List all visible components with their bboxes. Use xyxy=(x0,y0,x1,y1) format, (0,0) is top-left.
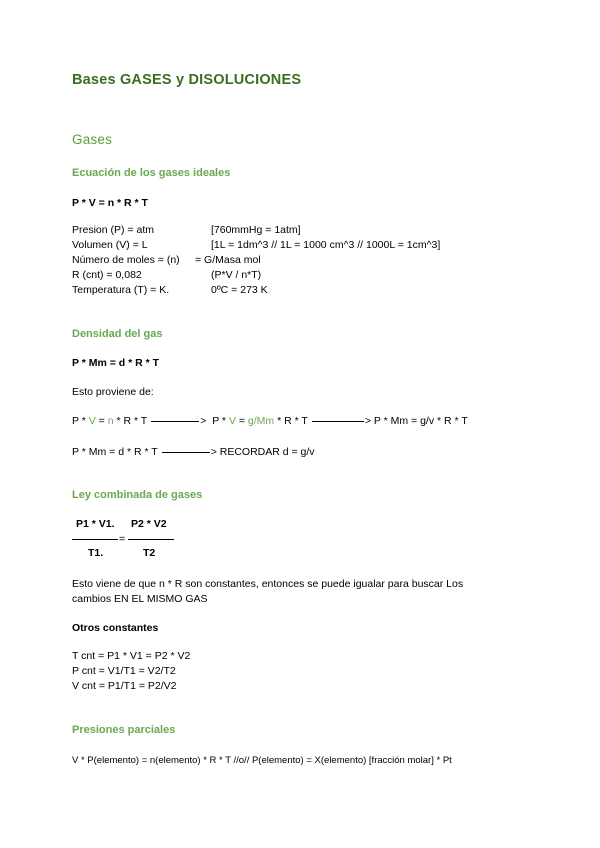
constant-relation: T cnt = P1 * V1 = P2 * V2 xyxy=(72,650,191,662)
ideal-row-left: Número de moles = (n) xyxy=(72,254,180,266)
derivation-g-over-mm: g/Mm xyxy=(247,415,275,427)
derivation-result: P * Mm = g/v * R * T xyxy=(373,415,468,427)
fraction-denominator-2: T2 xyxy=(143,547,156,559)
ideal-row-left: Volumen (V) = L xyxy=(72,239,148,251)
ideal-row-left: R (cnt) = 0,082 xyxy=(72,269,142,281)
partial-pressures-heading: Presiones parciales xyxy=(72,724,176,736)
combined-explanation-line: Esto viene de que n * R son constantes, entonces se puede igualar para buscar Los xyxy=(72,578,464,590)
derivation-volume: V xyxy=(228,415,236,427)
arrow-line xyxy=(162,452,210,453)
combined-law-heading: Ley combinada de gases xyxy=(72,489,203,501)
recall-note: > RECORDAR d = g/v xyxy=(210,446,315,458)
density-derivation xyxy=(72,414,468,429)
constant-relation: P cnt = V1/T1 = V2/T2 xyxy=(72,665,176,677)
derivation-part: * R * T xyxy=(113,415,148,427)
fraction-denominator-1: T1. xyxy=(88,547,104,559)
combined-explanation-line: cambios EN EL MISMO GAS xyxy=(72,593,208,605)
ideal-row-left: Presion (P) = atm xyxy=(72,224,154,236)
ideal-row-right: [1L = 1dm^3 // 1L = 1000 cm^3 // 1000L = 1cm^3] xyxy=(211,239,441,251)
page-title: Bases GASES y DISOLUCIONES xyxy=(72,72,302,88)
derivation-part: P * xyxy=(212,415,229,427)
density-origin-text: Esto proviene de: xyxy=(72,386,154,398)
constant-relation: V cnt = P1/T1 = P2/V2 xyxy=(72,680,177,692)
fraction-equals: = xyxy=(119,533,126,545)
density-recall xyxy=(72,445,315,460)
ideal-row-left: Temperatura (T) = K. xyxy=(72,284,170,296)
fraction-numerator-2: P2 * V2 xyxy=(131,518,167,530)
density-formula: P * Mm = d * R * T xyxy=(72,357,160,369)
ideal-row-right: = G/Masa mol xyxy=(195,254,261,266)
derivation-part: P * xyxy=(72,415,89,427)
ideal-row-right: [760mmHg = 1atm] xyxy=(211,224,301,236)
derivation-part: = xyxy=(95,415,108,427)
derivation-volume: V xyxy=(88,415,96,427)
fraction-numerator-1: P1 * V1. xyxy=(76,518,115,530)
recall-formula: P * Mm = d * R * T xyxy=(72,446,158,458)
ideal-gas-formula: P * V = n * R * T xyxy=(72,197,148,209)
ideal-row-right: (P*V / n*T) xyxy=(211,269,262,281)
other-constants-heading: Otros constantes xyxy=(72,622,159,634)
derivation-arrow: > xyxy=(364,415,371,427)
derivation-part: = xyxy=(235,415,248,427)
arrow-line xyxy=(312,421,364,422)
ideal-row-right: 0ºC = 273 K xyxy=(211,284,268,296)
partial-pressures-formula: V * P(elemento) = n(elemento) * R * T //o// P(elemento) = X(elemento) [fracción molar] * Pt xyxy=(72,755,452,766)
density-heading: Densidad del gas xyxy=(72,328,163,340)
fraction-bar-1 xyxy=(72,539,118,540)
derivation-moles: n xyxy=(107,415,114,427)
arrow-line xyxy=(151,421,199,422)
ideal-gas-heading: Ecuación de los gases ideales xyxy=(72,167,231,179)
derivation-arrow: > xyxy=(200,415,207,427)
fraction-bar-2 xyxy=(128,539,174,540)
derivation-part: * R * T xyxy=(274,415,308,427)
section-heading-gases: Gases xyxy=(72,132,113,147)
